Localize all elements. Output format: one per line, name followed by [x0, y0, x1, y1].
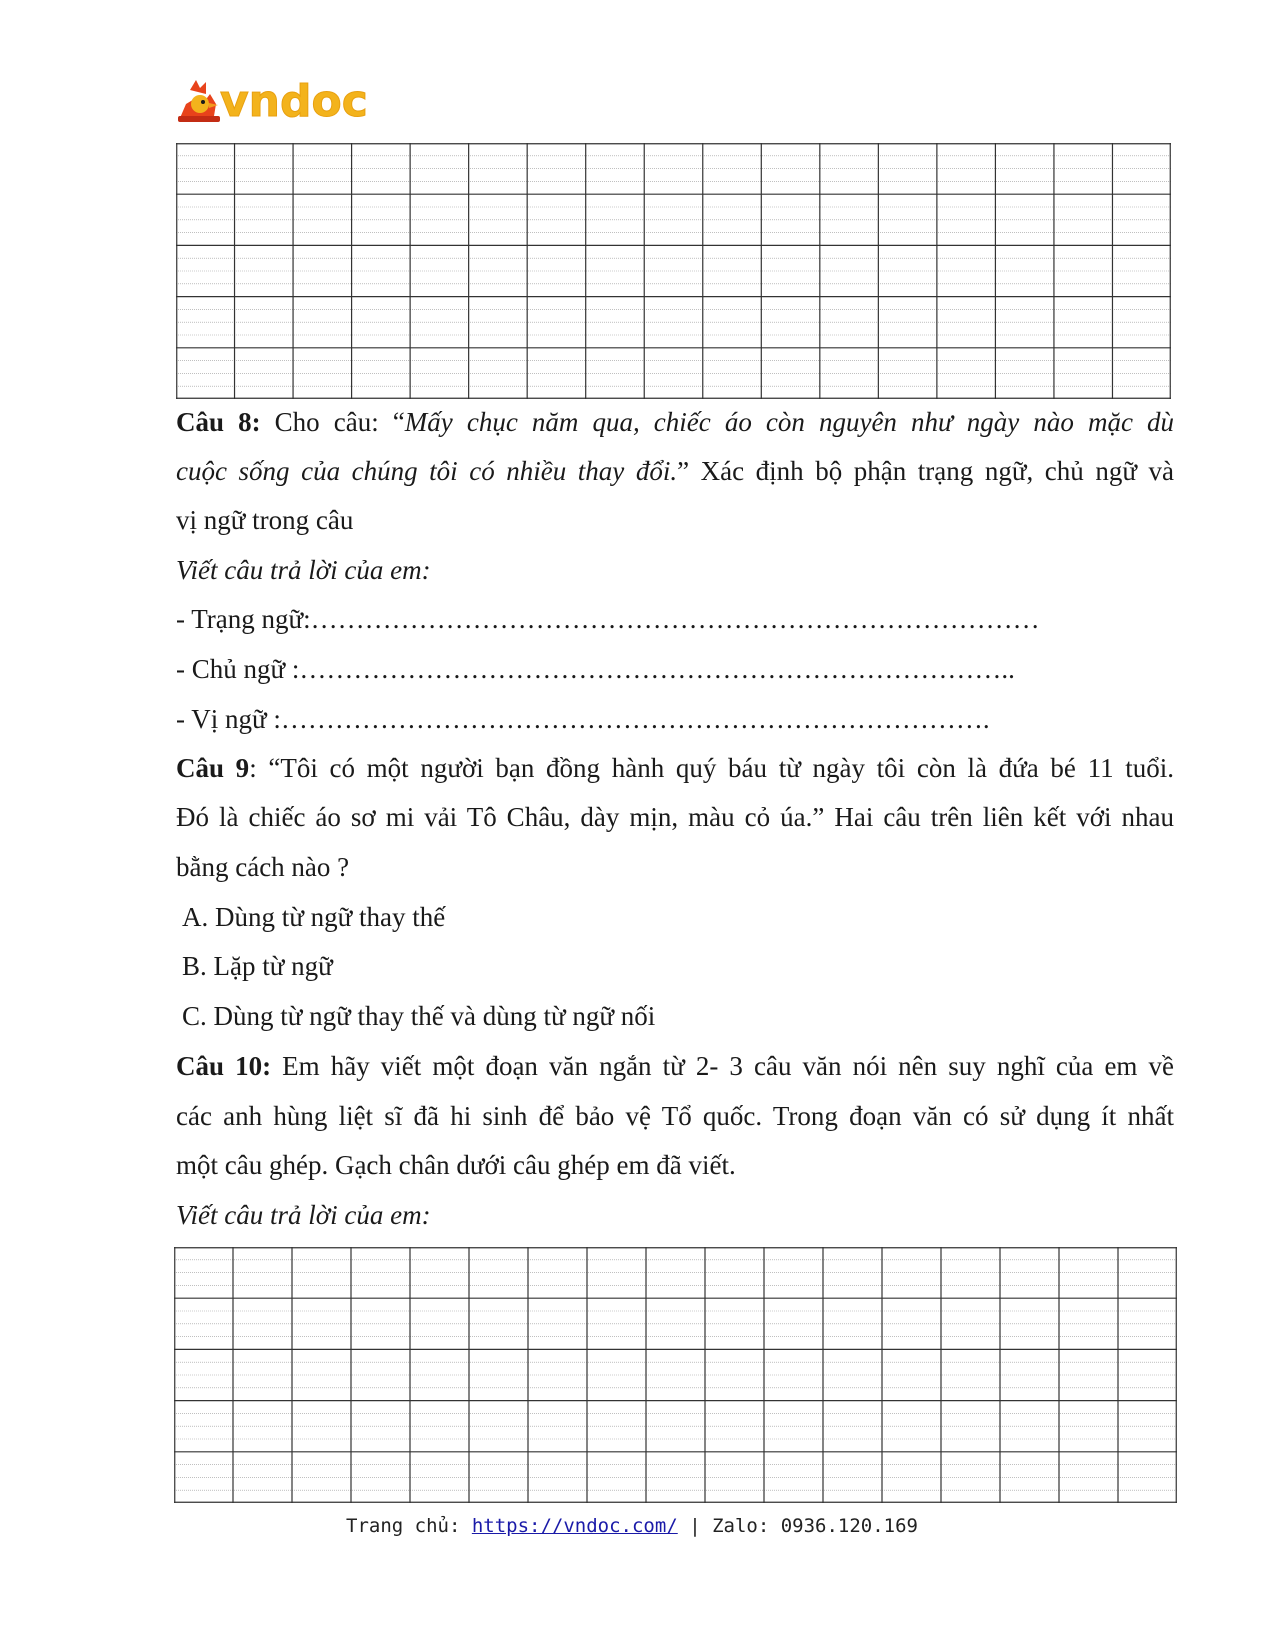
footer-separator: | [677, 1515, 713, 1537]
q10-answer-prompt: Viết câu trả lời của em: [176, 1200, 431, 1230]
q10-line-1 [176, 1046, 1174, 1086]
q9-line-1 [176, 748, 1174, 788]
footer-home-label: Trang chủ: [346, 1515, 472, 1537]
q10-line-2: các anh hùng liệt sĩ đã hi sinh để bảo vệ Tổ quốc. Trong đoạn văn có sử dụng ít nhất [176, 1101, 1174, 1131]
footer-zalo-label: Zalo: [712, 1515, 781, 1537]
q8-label: Câu 8: [176, 407, 261, 437]
q9-line-3: bằng cách nào ? [176, 852, 350, 882]
q8-answer-prompt: Viết câu trả lời của em: [176, 555, 431, 585]
q9-option-c[interactable]: C. Dùng từ ngữ thay thế và dùng từ ngữ nối [182, 1001, 656, 1031]
footer-home-link[interactable]: https://vndoc.com/ [471, 1515, 678, 1537]
q8-intro: Cho câu: “ [260, 407, 405, 437]
q9-option-a[interactable]: A. Dùng từ ngữ thay thế [182, 902, 446, 932]
writing-grid-top[interactable] [176, 143, 1171, 399]
q8-quote: Mấy chục năm qua, chiếc áo còn nguyên như ngày nào mặc dù [404, 407, 1174, 437]
q8-line-3: vị ngữ trong câu [176, 505, 354, 535]
writing-grid-bottom[interactable] [174, 1247, 1177, 1503]
logo-wordmark: vndoc [220, 76, 368, 126]
rooster-mascot-icon [178, 80, 220, 122]
q8-answer-chu-ngu[interactable]: - Chủ ngữ :…………………………………………………………………….. [176, 654, 1015, 684]
q9-label: Câu 9 [176, 753, 250, 783]
q10-label: Câu 10: [176, 1051, 272, 1081]
footer-zalo-number: 0936.120.169 [780, 1515, 918, 1537]
vndoc-logo[interactable] [176, 74, 376, 126]
q10-line-3: một câu ghép. Gạch chân dưới câu ghép em đã viết. [176, 1150, 736, 1180]
q9-line-2: Đó là chiếc áo sơ mi vải Tô Châu, dày mịn, màu cỏ úa.” Hai câu trên liên kết với nhau [176, 802, 1174, 832]
q9-line-1-text: : “Tôi có một người bạn đồng hành quý báu từ ngày tôi còn là đứa bé 11 tuổi. [249, 753, 1174, 783]
q10-line-1-text: Em hãy viết một đoạn văn ngắn từ 2- 3 câu văn nói nên suy nghĩ của em về [271, 1051, 1174, 1081]
q8-quote-cont: cuộc sống của chúng tôi có nhiều thay đổi. [176, 456, 678, 486]
q8-line-1 [176, 402, 1174, 442]
q8-answer-trang-ngu[interactable]: - Trạng ngữ:……………………………………………………………………… [176, 604, 1040, 634]
q9-option-b[interactable]: B. Lặp từ ngữ [182, 951, 333, 981]
page-footer [0, 1515, 1264, 1537]
q8-after-quote: ” Xác định bộ phận trạng ngữ, chủ ngữ và [677, 456, 1174, 486]
q8-answer-vi-ngu[interactable]: - Vị ngữ :……………………………………………………………………. [176, 704, 990, 734]
q8-line-2 [176, 451, 1174, 491]
